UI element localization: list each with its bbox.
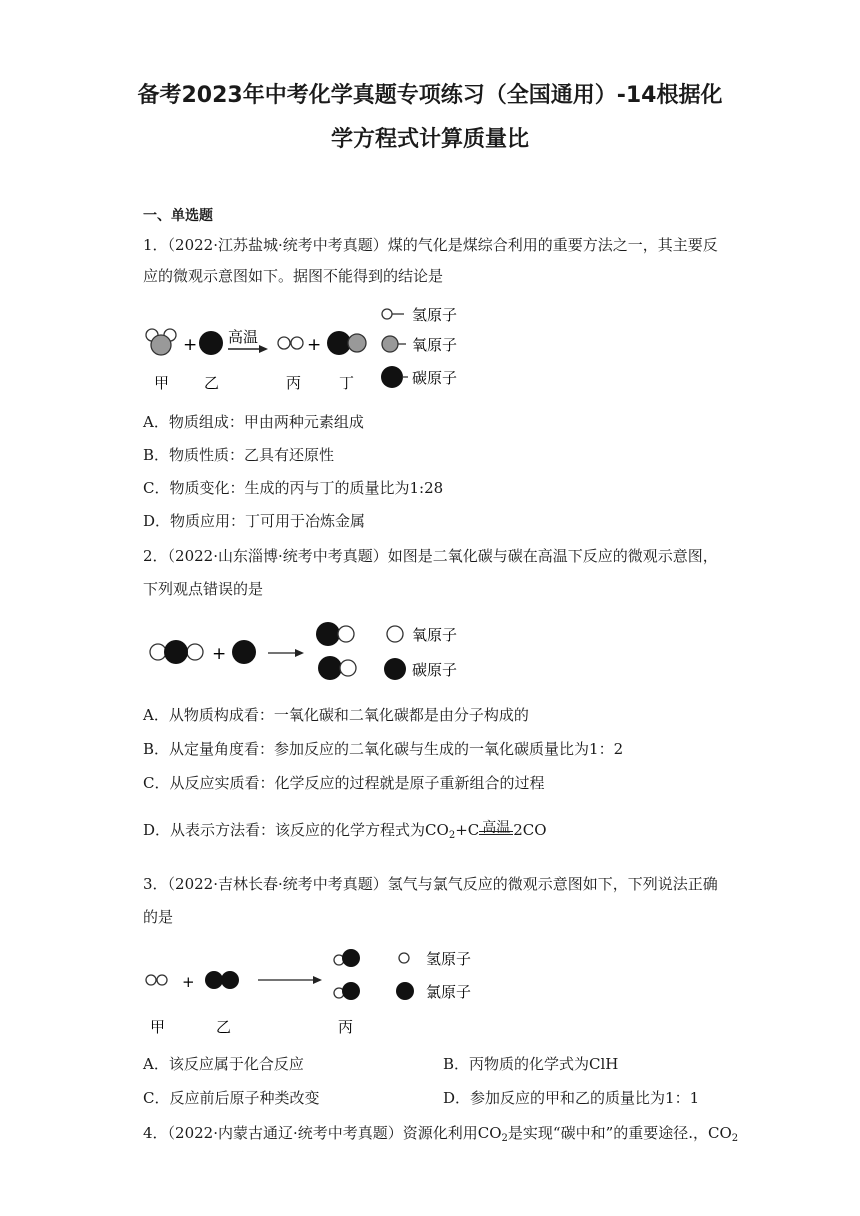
oxygen-atom [150, 644, 166, 660]
q1-option-b[interactable]: B．物质性质：乙具有还原性 [143, 446, 335, 464]
chlorine-atom [205, 971, 223, 989]
q4-stem-line1 [143, 1122, 738, 1144]
legend-oxygen-label: 氧原子 [412, 336, 458, 354]
label-jia: 甲 [150, 1018, 166, 1036]
label-yi: 乙 [204, 374, 220, 392]
hydrogen-atom [146, 975, 156, 985]
carbon-atom [199, 331, 223, 355]
plus-sign: + [212, 644, 227, 664]
section-heading: 一、单选题 [143, 208, 213, 224]
oxygen-atom [338, 626, 354, 642]
arrow-head [295, 649, 304, 657]
chlorine-atom [342, 949, 360, 967]
q3-option-b[interactable]: B．丙物质的化学式为ClH [443, 1055, 619, 1073]
q2-stem-line1: 2．（2022·山东淄博·统考中考真题）如图是二氧化碳与碳在高温下反应的微观示意图， [143, 547, 718, 565]
legend-hydrogen-icon [382, 309, 392, 319]
q3-option-d[interactable]: D．参加反应的甲和乙的质量比为1：1 [443, 1089, 700, 1107]
plus-sign: + [183, 335, 198, 355]
legend-carbon-icon [381, 366, 403, 388]
legend-hydrogen-label: 氢原子 [412, 306, 458, 324]
label-bing: 丙 [338, 1018, 354, 1036]
q1-option-a[interactable]: A．物质组成：甲由两种元素组成 [143, 413, 364, 431]
arrow-head [313, 976, 322, 984]
q3-reaction-diagram [140, 940, 480, 1040]
q2-option-d-suffix: 2CO [513, 821, 547, 839]
q2-option-c[interactable]: C．从反应实质看：化学反应的过程就是原子重新组合的过程 [143, 774, 545, 792]
hydrogen-atom [157, 975, 167, 985]
label-jia: 甲 [154, 374, 170, 392]
q3-option-a[interactable]: A．该反应属于化合反应 [143, 1055, 304, 1073]
q3-option-c[interactable]: C．反应前后原子种类改变 [143, 1089, 320, 1107]
carbon-atom [318, 656, 342, 680]
q1-option-c[interactable]: C．物质变化：生成的丙与丁的质量比为1:28 [143, 479, 444, 497]
q4-stem-prefix: 4．（2022·内蒙古通辽·统考中考真题）资源化利用CO [143, 1124, 502, 1142]
q2-option-a[interactable]: A．从物质构成看：一氧化碳和二氧化碳都是由分子构成的 [143, 706, 529, 724]
q4-stem-mid: 是实现“碳中和”的重要途径.，CO [507, 1124, 732, 1142]
oxygen-atom [348, 334, 366, 352]
legend-hydrogen-label: 氢原子 [426, 950, 472, 968]
oxygen-atom [187, 644, 203, 660]
q2-option-d-mid: +C [455, 821, 480, 839]
q1-stem-line2: 应的微观示意图如下。据图不能得到的结论是 [143, 267, 444, 285]
legend-oxygen-label: 氧原子 [412, 626, 458, 644]
q2-option-d[interactable] [143, 819, 547, 841]
hydrogen-atom [291, 337, 303, 349]
oxygen-atom [340, 660, 356, 676]
subscript: 2 [448, 830, 456, 841]
chlorine-atom [342, 982, 360, 1000]
chlorine-atom [221, 971, 239, 989]
q3-stem-line2: 的是 [143, 908, 174, 926]
q2-stem-line2: 下列观点错误的是 [143, 580, 264, 598]
q3-stem-line1: 3．（2022·吉林长春·统考中考真题）氢气与氯气反应的微观示意图如下，下列说法正确 [143, 875, 718, 893]
arrow-head [259, 345, 268, 353]
q1-stem-line1: 1．（2022·江苏盐城·统考中考真题）煤的气化是煤综合利用的重要方法之一，其主要反 [143, 236, 718, 254]
plus-sign: + [307, 335, 322, 355]
carbon-atom [232, 640, 256, 664]
carbon-atom [164, 640, 188, 664]
q2-reaction-diagram [140, 615, 470, 685]
q1-option-d[interactable]: D．物质应用：丁可用于冶炼金属 [143, 512, 366, 530]
page-title-line2: 学方程式计算质量比 [330, 127, 529, 152]
reaction-condition: 高温 [228, 328, 259, 346]
hydrogen-atom [278, 337, 290, 349]
oxygen-atom [151, 335, 171, 355]
plus-sign: + [182, 973, 195, 991]
label-yi: 乙 [216, 1018, 232, 1036]
legend-hydrogen-icon [399, 953, 409, 963]
legend-oxygen-icon [387, 626, 403, 642]
subscript: 2 [731, 1133, 739, 1144]
legend-carbon-icon [384, 658, 406, 680]
condition-label: 高温 [482, 820, 511, 836]
legend-oxygen-icon [382, 336, 398, 352]
label-ding: 丁 [339, 374, 355, 392]
carbon-atom [316, 622, 340, 646]
subscript: 2 [501, 1133, 508, 1144]
legend-chlorine-label: 氯原子 [426, 983, 472, 1001]
legend-carbon-label: 碳原子 [412, 369, 458, 387]
legend-chlorine-icon [396, 982, 414, 1000]
q2-option-b[interactable]: B．从定量角度看：参加反应的二氧化碳与生成的一氧化碳质量比为1：2 [143, 740, 624, 758]
legend-carbon-label: 碳原子 [412, 661, 458, 679]
label-bing: 丙 [286, 374, 302, 392]
q1-reaction-diagram [140, 298, 480, 398]
page-title-line1: 备考2023年中考化学真题专项练习（全国通用）-14根据化 [137, 83, 723, 108]
q2-option-d-prefix: D．从表示方法看：该反应的化学方程式为CO [143, 821, 449, 839]
